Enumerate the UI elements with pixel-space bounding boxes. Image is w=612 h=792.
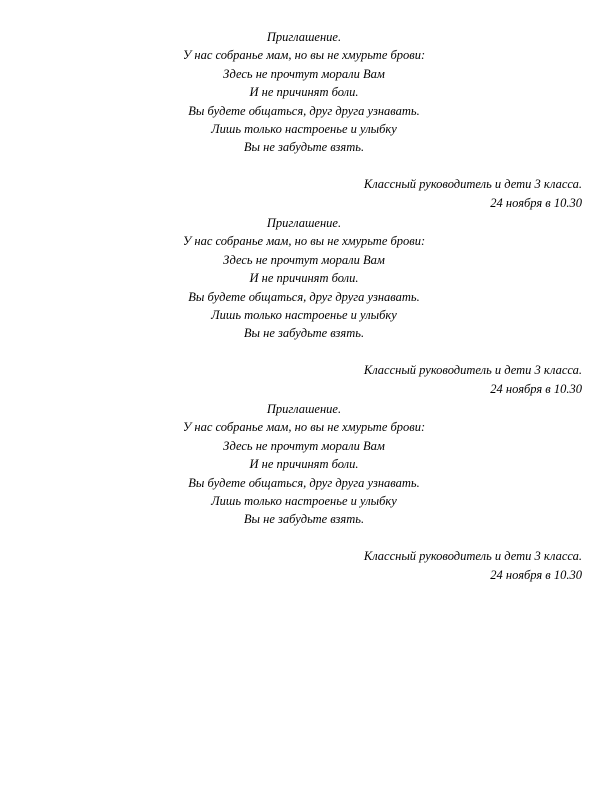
invitation-block-1 bbox=[0, 28, 612, 212]
invitation-title: Приглашение. bbox=[266, 216, 342, 230]
poem-line: Здесь не прочтут морали Вам bbox=[223, 252, 385, 267]
poem-line: Лишь только настроенье и улыбку bbox=[211, 308, 397, 323]
invitation-block-3 bbox=[0, 400, 612, 584]
poem-line: Вы будете общаться, друг друга узнавать. bbox=[188, 475, 420, 490]
invitation-poem bbox=[0, 400, 612, 529]
invitation-block-2 bbox=[0, 214, 612, 398]
invitation-date: 24 ноября в 10.30 bbox=[490, 381, 582, 396]
poem-line: Лишь только настроенье и улыбку bbox=[211, 494, 397, 509]
poem-line: Вы не забудьте взять. bbox=[243, 326, 365, 341]
poem-line: Здесь не прочтут морали Вам bbox=[223, 66, 385, 81]
poem-line: У нас собранье мам, но вы не хмурьте брови: bbox=[182, 48, 426, 63]
poem-line: Вы будете общаться, друг друга узнавать. bbox=[188, 289, 420, 304]
poem-line: И не причинят боли. bbox=[249, 457, 359, 472]
poem-line: И не причинят боли. bbox=[249, 271, 359, 286]
invitation-signature-block bbox=[0, 547, 612, 584]
poem-line: Вы не забудьте взять. bbox=[243, 140, 365, 155]
poem-line: И не причинят боли. bbox=[249, 85, 359, 100]
poem-line: Здесь не прочтут морали Вам bbox=[223, 438, 385, 453]
invitation-signature: Классный руководитель и дети 3 класса. bbox=[363, 549, 582, 564]
invitation-date: 24 ноября в 10.30 bbox=[490, 195, 582, 210]
invitation-poem bbox=[0, 214, 612, 343]
invitation-signature-block bbox=[0, 361, 612, 398]
invitation-poem bbox=[0, 28, 612, 157]
poem-line: Вы будете общаться, друг друга узнавать. bbox=[188, 103, 420, 118]
poem-line: У нас собранье мам, но вы не хмурьте брови: bbox=[182, 234, 426, 249]
invitation-title: Приглашение. bbox=[266, 402, 342, 416]
poem-line: У нас собранье мам, но вы не хмурьте брови: bbox=[182, 420, 426, 435]
poem-line: Лишь только настроенье и улыбку bbox=[211, 122, 397, 137]
invitation-signature-block bbox=[0, 175, 612, 212]
invitation-signature: Классный руководитель и дети 3 класса. bbox=[363, 363, 582, 378]
invitation-signature: Классный руководитель и дети 3 класса. bbox=[363, 177, 582, 192]
invitation-date: 24 ноября в 10.30 bbox=[490, 567, 582, 582]
poem-line: Вы не забудьте взять. bbox=[243, 512, 365, 527]
invitation-title: Приглашение. bbox=[266, 30, 342, 44]
